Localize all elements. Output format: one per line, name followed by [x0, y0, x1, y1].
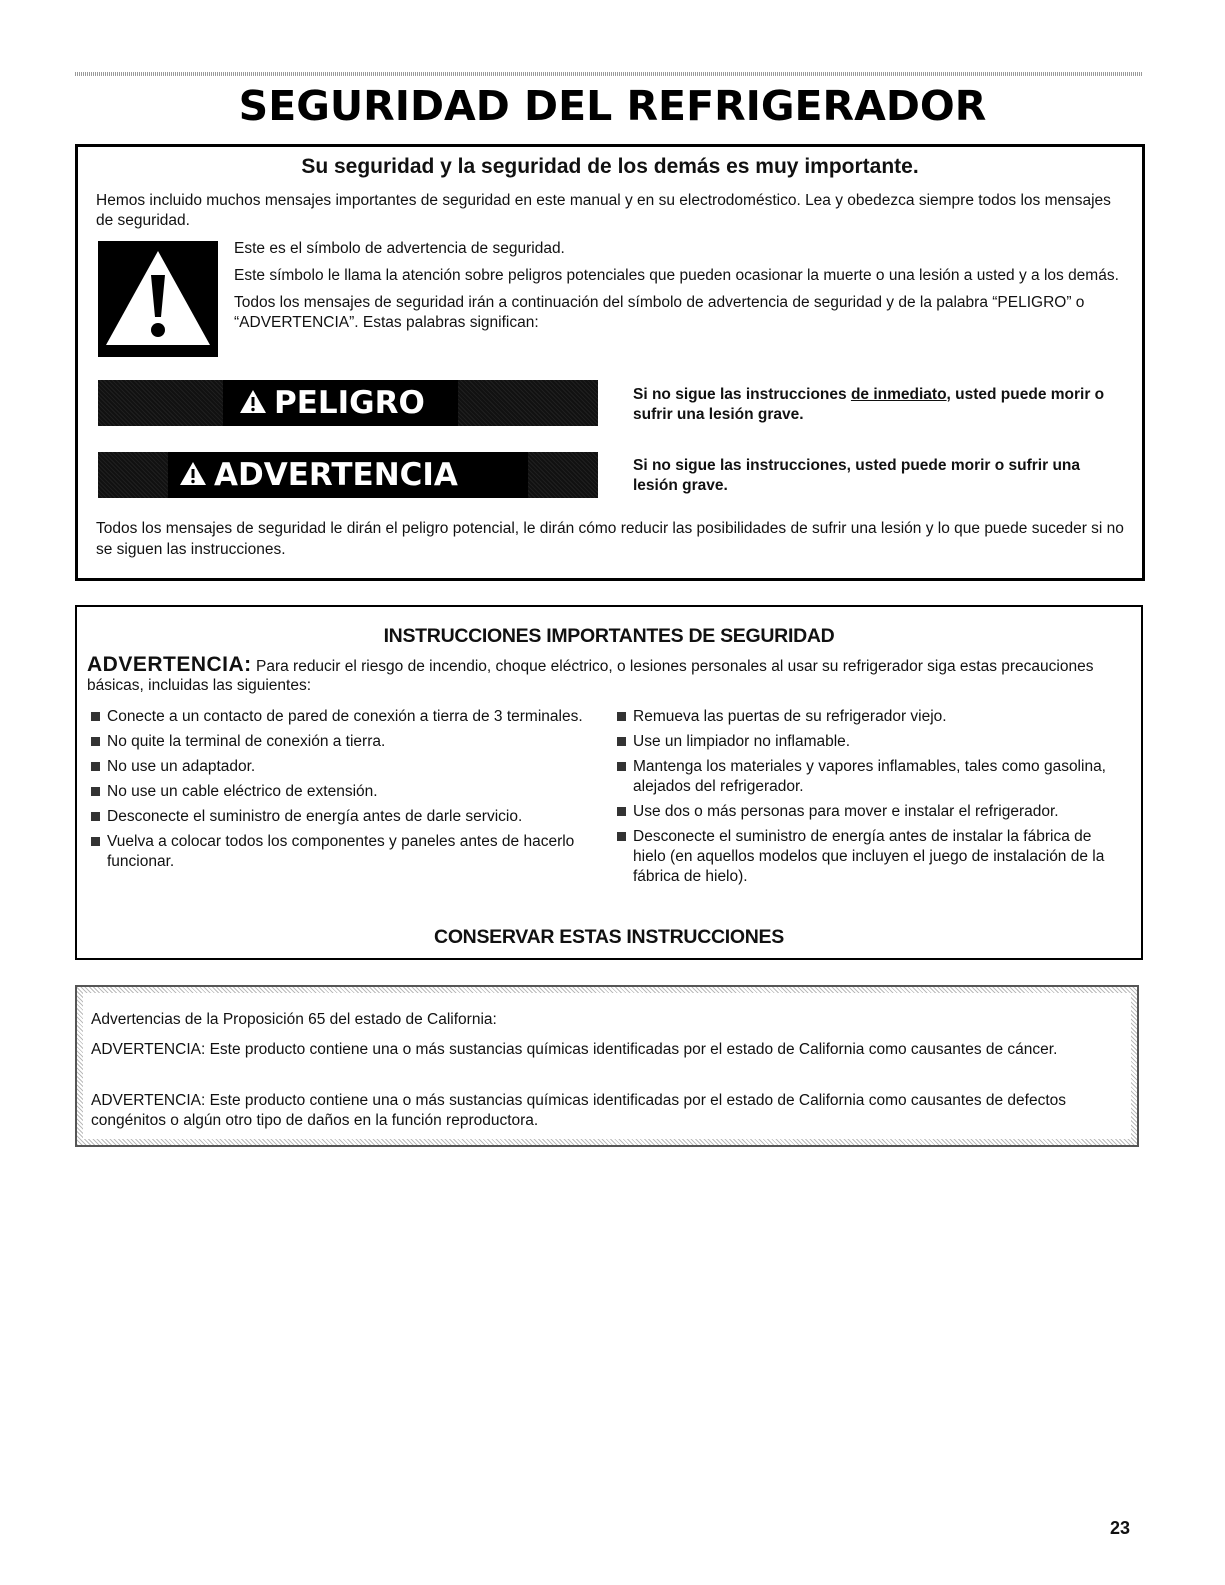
- symbol-line: Este es el símbolo de advertencia de seguridad.: [234, 240, 565, 257]
- page-number: 23: [1110, 1518, 1131, 1538]
- list-item: No quite la terminal de conexión a tierra.: [89, 732, 589, 752]
- safety-outro: Todos los mensajes de seguridad le dirán el peligro potencial, le dirán cómo reducir las posibilidades de sufrir una lesión y lo que puede suceder si no se siguen las instrucciones.: [96, 520, 1124, 558]
- peligro-word: PELIGRO: [274, 385, 425, 421]
- warning-text: Para reducir el riesgo de incendio, choque eléctrico, o lesiones personales al usar su refrigerador siga estas precauciones básicas, incluidas las siguientes:: [87, 658, 1094, 694]
- peligro-banner: [98, 380, 598, 426]
- advertencia-word: ADVERTENCIA: [214, 457, 458, 493]
- symbol-explanation: [234, 239, 1134, 340]
- page-title: SEGURIDAD DEL REFRIGERADOR: [238, 82, 987, 130]
- safety-heading: Su seguridad y la seguridad de los demás es muy importante.: [301, 155, 919, 178]
- instructions-box: [75, 605, 1143, 960]
- list-item: Desconecte el suministro de energía antes de instalar la fábrica de hielo (en aquellos modelos que incluyen el juego de instalación de la fábrica de hielo).: [615, 827, 1115, 887]
- advertencia-description: Si no sigue las instrucciones, usted puede morir o sufrir una lesión grave.: [633, 457, 1081, 494]
- list-item: No use un cable eléctrico de extensión.: [89, 782, 589, 802]
- symbol-line: Este símbolo le llama la atención sobre peligros potenciales que pueden ocasionar la muerte o una lesión a usted y a los demás.: [234, 267, 1119, 284]
- safety-alert-symbol: [98, 241, 218, 357]
- peligro-description: Si no sigue las instrucciones de inmediato, usted puede morir o sufrir una lesión grave.: [633, 386, 1105, 423]
- symbol-line: Todos los mensajes de seguridad irán a continuación del símbolo de advertencia de seguridad y de la palabra “PELIGRO” o “ADVERTENCIA”. Estas palabras significan:: [234, 294, 1085, 331]
- instructions-heading: INSTRUCCIONES IMPORTANTES DE SEGURIDAD: [383, 625, 835, 647]
- top-rule: [75, 72, 1143, 76]
- list-item: Conecte a un contacto de pared de conexión a tierra de 3 terminales.: [89, 707, 589, 727]
- prop65-warning: ADVERTENCIA: Este producto contiene una o más sustancias químicas identificadas por el estado de California como causantes de cáncer.: [91, 1041, 1058, 1058]
- advertencia-banner: [98, 452, 598, 498]
- safety-intro: Hemos incluido muchos mensajes importantes de seguridad en este manual y en su electrodoméstico. Lea y obedezca siempre todos los mensajes de seguridad.: [96, 192, 1111, 229]
- precautions-list-left: [89, 707, 589, 877]
- list-item: Desconecte el suministro de energía antes de darle servicio.: [89, 807, 589, 827]
- precautions-list-right: [615, 707, 1115, 892]
- warning-triangle-icon: [98, 241, 218, 357]
- list-item: No use un adaptador.: [89, 757, 589, 777]
- instructions-warning: [87, 655, 1127, 695]
- prop65-title: Advertencias de la Proposición 65 del estado de California:: [91, 1011, 497, 1028]
- list-item: Use un limpiador no inflamable.: [615, 732, 1115, 752]
- list-item: Remueva las puertas de su refrigerador viejo.: [615, 707, 1115, 727]
- safety-box: [75, 144, 1145, 581]
- list-item: Mantenga los materiales y vapores inflamables, tales como gasolina, alejados del refrigerador.: [615, 757, 1115, 797]
- prop65-box: [75, 985, 1139, 1147]
- warning-triangle-icon: [238, 387, 268, 423]
- warning-triangle-icon: [178, 459, 208, 495]
- warning-label: ADVERTENCIA:: [87, 653, 252, 676]
- conserve-instructions: CONSERVAR ESTAS INSTRUCCIONES: [434, 926, 784, 948]
- list-item: Vuelva a colocar todos los componentes y paneles antes de hacerlo funcionar.: [89, 832, 589, 872]
- list-item: Use dos o más personas para mover e instalar el refrigerador.: [615, 802, 1115, 822]
- prop65-warning: ADVERTENCIA: Este producto contiene una o más sustancias químicas identificadas por el estado de California como causantes de defectos congénitos o algún otro tipo de daños en la función reproductora.: [91, 1092, 1067, 1129]
